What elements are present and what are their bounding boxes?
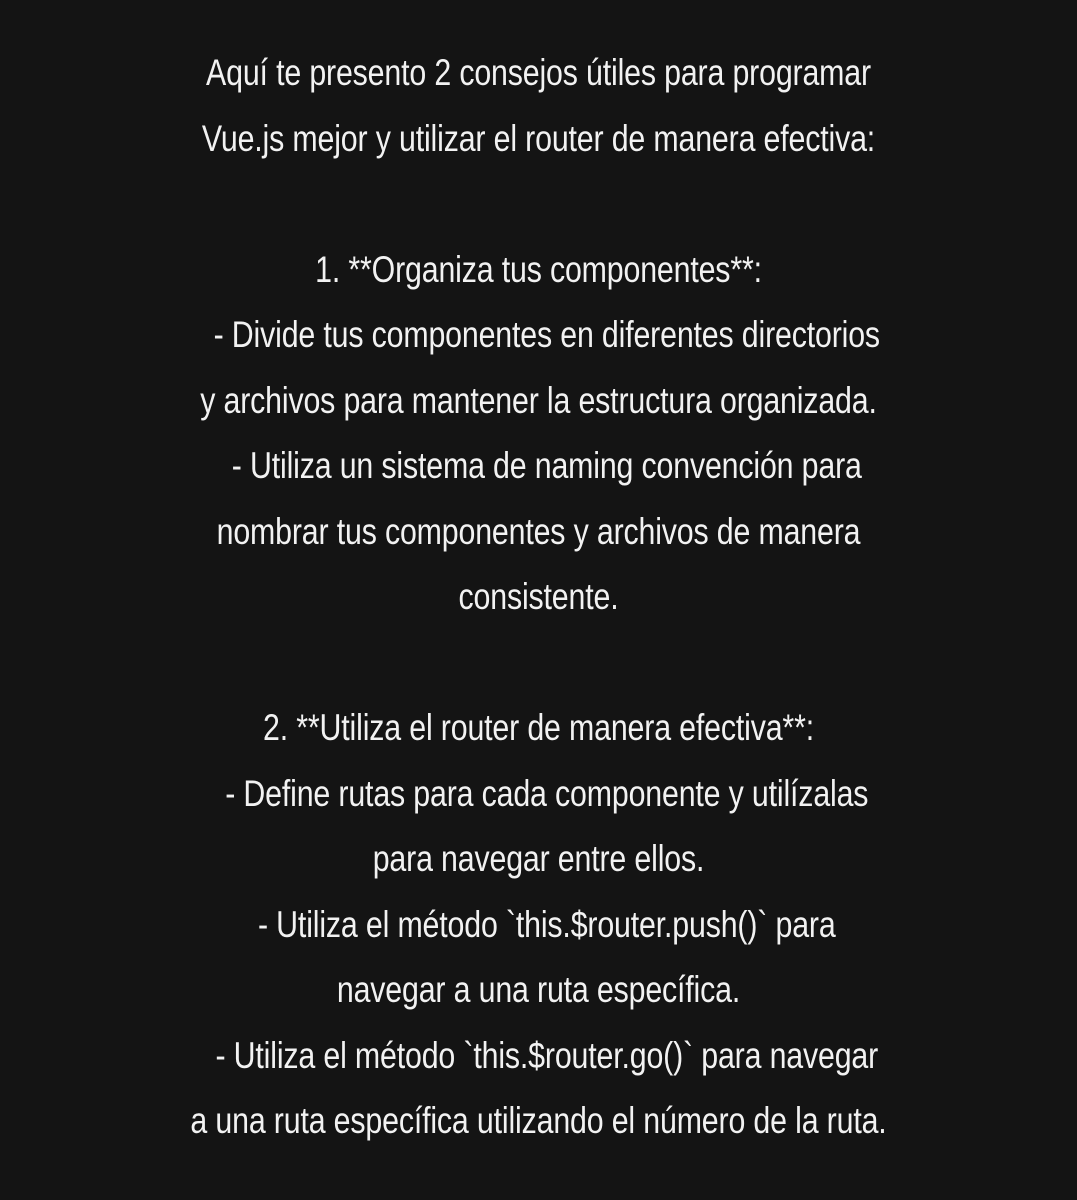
- tip-2-heading: 2. **Utiliza el router de manera efectiva**:: [263, 707, 814, 748]
- tip-1-line: y archivos para mantener la estructura organizada.: [200, 379, 877, 421]
- tip-1-line: nombrar tus componentes y archivos de manera: [216, 510, 861, 552]
- intro-line: Aquí te presento 2 consejos útiles para programar: [206, 52, 871, 93]
- blank-line: [0, 171, 1077, 237]
- tip-2-line: - Utiliza el método `this.$router.go()` para navegar: [198, 1034, 879, 1076]
- intro-line: Vue.js mejor y utilizar el router de manera efectiva:: [201, 117, 876, 159]
- tip-1-line: consistente.: [458, 576, 619, 617]
- tip-1-line: - Utiliza un sistema de naming convención para: [215, 445, 862, 486]
- tip-2-line: para navegar entre ellos.: [372, 838, 705, 879]
- tip-1-line: - Divide tus componentes en diferentes directorios: [197, 314, 880, 355]
- tip-2-line: navegar a una ruta específica.: [336, 969, 741, 1010]
- tip-2-line: - Utiliza el método `this.$router.push()` para: [241, 903, 836, 945]
- blank-line: [0, 630, 1077, 696]
- tip-2-line: a una ruta específica utilizando el número de la ruta.: [190, 1100, 887, 1141]
- tip-1-heading: 1. **Organiza tus componentes**:: [315, 248, 762, 290]
- tip-2-line: - Define rutas para cada componente y utilízalas: [208, 772, 869, 814]
- post-text: [0, 40, 1077, 1154]
